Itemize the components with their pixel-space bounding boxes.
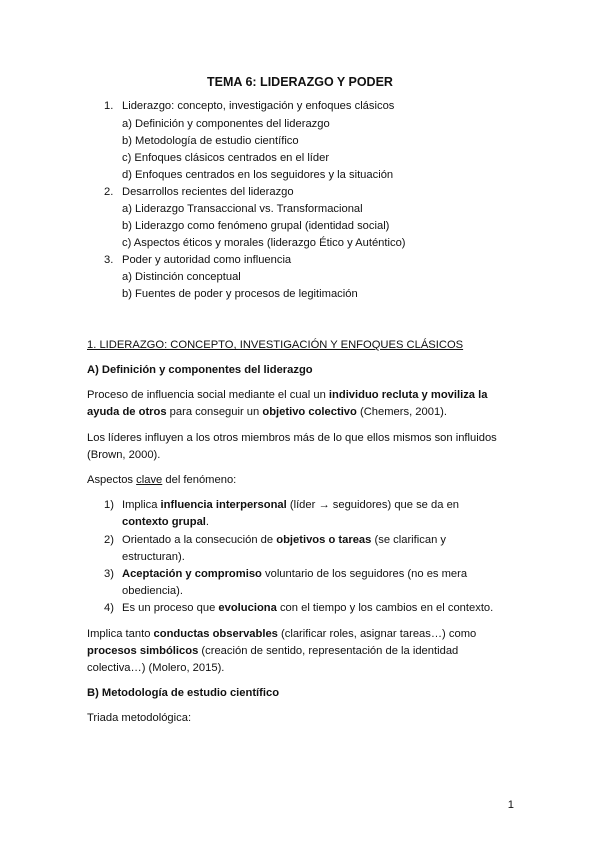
paragraph-influence-line2: (Brown, 2000). [87,449,161,461]
toc-subitem: c) Enfoques clásicos centrados en el líder [122,152,330,164]
section-heading: 1. LIDERAZGO: CONCEPTO, INVESTIGACIÓN Y ENFOQUES CLÁSICOS [87,339,464,351]
toc-num: 1. [104,100,114,112]
list-number: 2) [104,534,114,546]
toc-subitem: b) Metodología de estudio científico [122,135,299,147]
toc-item: Liderazgo: concepto, investigación y enfoques clásicos [122,100,395,112]
page-title: TEMA 6: LIDERAZGO Y PODER [207,75,393,89]
subsection-heading-a: A) Definición y componentes del liderazgo [87,364,313,376]
toc-num: 2. [104,186,114,198]
list-item-cont: obediencia). [122,585,183,597]
toc-item: Desarrollos recientes del liderazgo [122,186,294,198]
list-number: 3) [104,568,114,580]
list-item: Orientado a la consecución de objetivos o tareas (se clarifican y [122,534,446,546]
list-item-cont: estructuran). [122,551,185,563]
list-number: 4) [104,602,114,614]
toc-subitem: c) Aspectos éticos y morales (liderazgo Ético y Auténtico) [122,237,406,249]
toc-subitem: b) Fuentes de poder y procesos de legitimación [122,288,358,300]
list-item: Implica influencia interpersonal (líder → seguidores) que se da en [122,499,460,511]
toc-item: Poder y autoridad como influencia [122,254,292,266]
paragraph-definition-line2: ayuda de otros para conseguir un objetivo colectivo (Chemers, 2001). [87,406,448,418]
paragraph-implies-line3: colectiva…) (Molero, 2015). [87,662,225,674]
paragraph-implies-line1: Implica tanto conductas observables (clarificar roles, asignar tareas…) como [87,628,477,640]
toc-subitem: b) Liderazgo como fenómeno grupal (identidad social) [122,220,390,232]
subsection-heading-b: B) Metodología de estudio científico [87,687,280,699]
paragraph-implies-line2: procesos simbólicos (creación de sentido, representación de la identidad [87,645,459,657]
toc-subitem: a) Definición y componentes del liderazgo [122,118,330,130]
page-number: 1 [507,799,514,811]
list-number: 1) [104,499,114,511]
paragraph-definition-line1: Proceso de influencia social mediante el cual un individuo recluta y moviliza la [87,389,488,401]
toc-subitem: a) Liderazgo Transaccional vs. Transformacional [122,203,363,215]
toc-num: 3. [104,254,114,266]
aspects-intro: Aspectos clave del fenómeno: [87,474,237,486]
list-item: Aceptación y compromiso voluntario de los seguidores (no es mera [122,568,468,580]
toc-subitem: d) Enfoques centrados en los seguidores y la situación [122,169,394,181]
toc-subitem: a) Distinción conceptual [122,271,241,283]
paragraph-influence-line1: Los líderes influyen a los otros miembros más de lo que ellos mismos son influidos [87,432,497,444]
triada-label: Triada metodológica: [87,712,192,724]
list-item-cont: contexto grupal. [122,516,210,528]
list-item: Es un proceso que evoluciona con el tiempo y los cambios en el contexto. [122,602,494,614]
